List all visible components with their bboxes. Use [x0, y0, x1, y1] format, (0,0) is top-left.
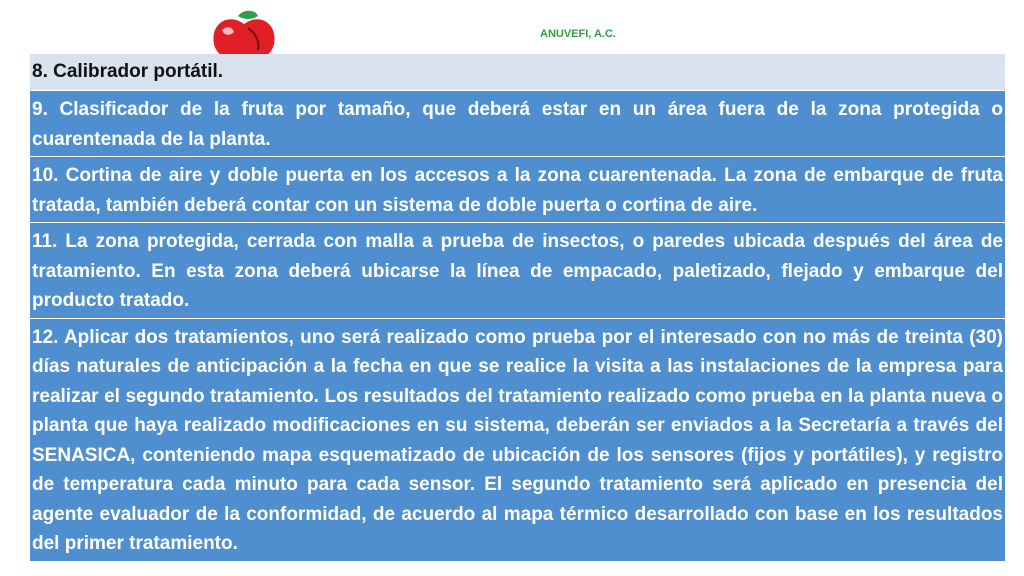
logo	[208, 10, 280, 58]
table-row: 10. Cortina de aire y doble puerta en los accesos a la zona cuarentenada. La zona de embarque de fruta tratada, también deberá contar con un sistema de doble puerta o cortina de aire.	[30, 157, 1005, 223]
table-row: 8. Calibrador portátil.	[30, 54, 1005, 91]
organization-name: ANUVEFI, A.C.	[540, 28, 616, 40]
apple-logo-icon	[208, 10, 280, 58]
table-row: 12. Aplicar dos tratamientos, uno será realizado como prueba por el interesado con no más de treinta (30) días naturales de anticipación a la fecha en que se realice la visita a las instalaciones de la empresa para realizar el segundo tratamiento. Los resultados del tratamiento realizado como prueba en la planta nueva o planta que haya realizado modificaciones en su sistema, deberán ser enviados a la Secretaría a través del SENASICA, conteniendo mapa esquematizado de ubicación de los sensores (fijos y portátiles), y registro de temperatura cada minuto para cada sensor. El segundo tratamiento será aplicado en presencia del agente evaluador de la conformidad, de acuerdo al mapa térmico desarrollado con base en los resultados del primer tratamiento.	[30, 319, 1005, 562]
table-row: 11. La zona protegida, cerrada con malla a prueba de insectos, o paredes ubicada después del área de tratamiento. En esta zona deberá ubicarse la línea de empacado, paletizado, flejado y embarque del producto tratado.	[30, 223, 1005, 319]
table-row: 9. Clasificador de la fruta por tamaño, que deberá estar en un área fuera de la zona protegida o cuarentenada de la planta.	[30, 91, 1005, 157]
requirements-table	[30, 54, 1005, 562]
